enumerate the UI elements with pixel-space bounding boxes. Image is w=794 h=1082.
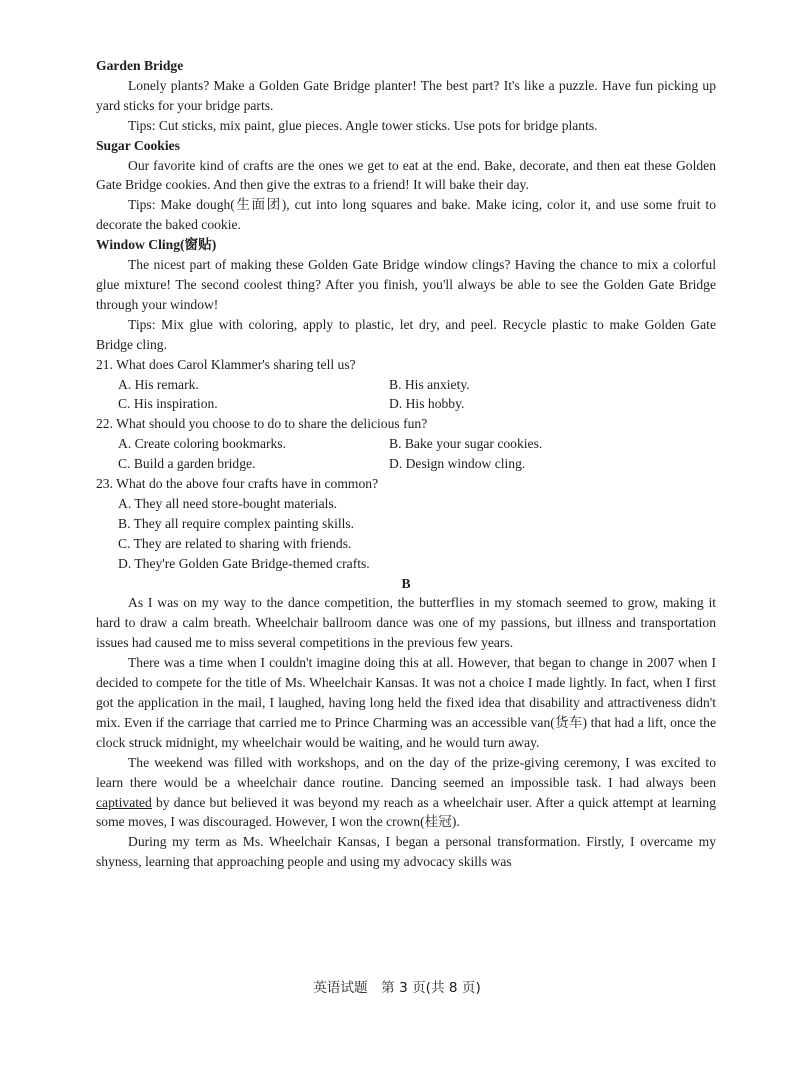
question-21-option-a[interactable]: A. His remark. [118, 376, 199, 392]
passage-b-paragraph-4: During my term as Ms. Wheelchair Kansas, I began a personal transformation. Firstly, I overcame my shyness, learning that approaching people and using my advocacy skills was [96, 834, 716, 870]
underlined-word-captivated: captivated [96, 794, 152, 810]
question-22-option-a[interactable]: A. Create coloring bookmarks. [118, 436, 286, 452]
page-content [96, 56, 716, 872]
passage-b-paragraph-1: As I was on my way to the dance competition, the butterflies in my stomach seemed to grow, making it hard to draw a calm breath. Wheelchair ballroom dance was one of my passions, but illness and transportation issues had caused me to miss several competitions in the previous few years. [96, 595, 716, 651]
page-footer: 英语试题 第 3 页(共 8 页) [313, 980, 481, 996]
paragraph-3-text-after: by dance but believed it was beyond my reach as a wheelchair user. After a quick attempt at learning some moves, I was discouraged. However, I won the crown(桂冠). [96, 794, 716, 830]
question-22-option-d[interactable]: D. Design window cling. [389, 456, 526, 472]
window-cling-paragraph: The nicest part of making these Golden Gate Bridge window clings? Having the chance to mix a colorful glue mixture! The second coolest thing? After you finish, you'll always be able to see the Golden Gate Bridge through your window! [96, 257, 716, 312]
question-22-option-c[interactable]: C. Build a garden bridge. [118, 456, 256, 472]
garden-bridge-tips: Tips: Cut sticks, mix paint, glue pieces. Angle tower sticks. Use pots for bridge plants. [128, 117, 598, 133]
question-21-options-row-1 [96, 375, 716, 395]
sugar-cookies-tips: Tips: Make dough(生面团), cut into long squares and bake. Make icing, color it, and use some fruit to decorate the baked cookie. [96, 197, 716, 233]
section-title-garden-bridge: Garden Bridge [96, 58, 184, 73]
question-23-option-b[interactable]: B. They all require complex painting skills. [118, 515, 355, 531]
question-23-stem: 23. What do the above four crafts have in common? [96, 476, 379, 492]
window-cling-tips: Tips: Mix glue with coloring, apply to plastic, let dry, and peel. Recycle plastic to make Golden Gate Bridge cling. [96, 316, 716, 352]
question-21-option-b[interactable]: B. His anxiety. [389, 376, 470, 392]
question-22-stem: 22. What should you choose to do to share the delicious fun? [96, 416, 428, 432]
section-title-sugar-cookies: Sugar Cookies [96, 137, 180, 153]
question-21-option-c[interactable]: C. His inspiration. [118, 396, 218, 412]
garden-bridge-paragraph: Lonely plants? Make a Golden Gate Bridge planter! The best part? It's like a puzzle. Have fun picking up yard sticks for your bridge parts. [96, 77, 716, 113]
question-21-option-d[interactable]: D. His hobby. [389, 396, 465, 412]
question-22-option-b[interactable]: B. Bake your sugar cookies. [389, 436, 543, 452]
question-23-option-c[interactable]: C. They are related to sharing with friends. [118, 535, 352, 551]
question-23-option-a[interactable]: A. They all need store-bought materials. [118, 495, 338, 511]
question-23-option-d[interactable]: D. They're Golden Gate Bridge-themed crafts. [118, 555, 370, 571]
sugar-cookies-paragraph: Our favorite kind of crafts are the ones we get to eat at the end. Bake, decorate, and then eat these Golden Gate Bridge cookies. And then give the extras to a friend! It will bake their day. [96, 157, 716, 193]
question-22-options-row-2 [96, 454, 716, 474]
section-title-window-cling: Window Cling(窗贴) [96, 237, 217, 253]
passage-b-paragraph-2: There was a time when I couldn't imagine doing this at all. However, that began to change in 2007 when I decided to compete for the title of Ms. Wheelchair Kansas. It was not a choice I made lightly. In fact, when I first got the application in the mail, I laughed, having long held the fixed idea that disability and attractiveness didn't mix. Even if the carriage that carried me to Prince Charming was an accessible van(货车) that had a lift, once the clock struck midnight, my wheelchair would be waiting, and he would turn away. [96, 655, 716, 750]
passage-b-paragraph-3 [96, 753, 716, 833]
paragraph-3-text-before: The weekend was filled with workshops, and on the day of the prize-giving ceremony, I was excited to learn there would be a wheelchair dance routine. Dancing seemed an impossible task. I had always been [96, 754, 716, 790]
question-21-stem: 21. What does Carol Klammer's sharing tell us? [96, 356, 356, 372]
passage-b-label: B [401, 575, 411, 591]
question-21-options-row-2 [96, 394, 716, 414]
question-22-options-row-1 [96, 434, 716, 454]
